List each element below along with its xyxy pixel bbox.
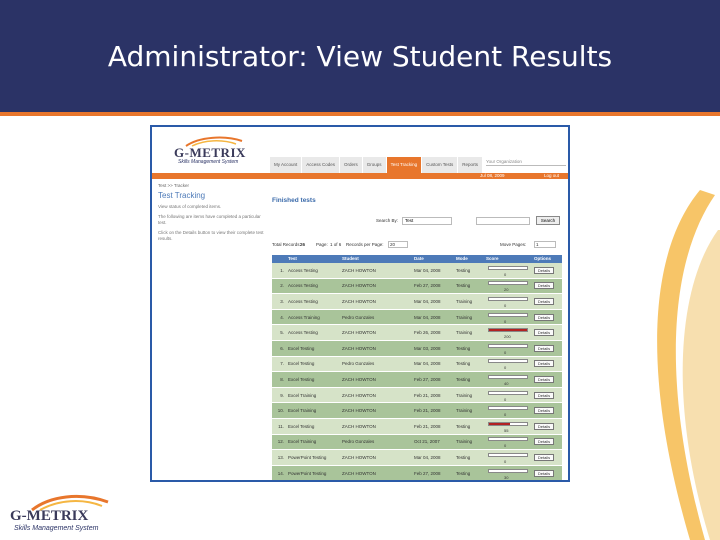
app-header [152, 127, 568, 173]
score-bar [488, 344, 528, 348]
tab-reports[interactable]: Reports [458, 157, 483, 173]
row-mode: Testing [456, 376, 471, 382]
row-number: 8. [280, 376, 284, 382]
search-by-label: Search By: [376, 218, 399, 223]
row-score [486, 263, 534, 278]
sidebar [158, 183, 268, 242]
table-row[interactable] [272, 419, 562, 435]
row-number: 6. [280, 345, 284, 351]
row-number: 12. [277, 439, 284, 445]
score-value: 20 [504, 287, 509, 293]
table-row[interactable] [272, 341, 562, 357]
row-date: Mar 03, 2008 [414, 345, 441, 351]
section-heading: Finished tests [272, 197, 316, 204]
row-student: ZACH HOWTON [342, 423, 376, 429]
table-row[interactable] [272, 294, 562, 310]
score-value: 0 [504, 396, 507, 402]
row-date: Feb 21, 2008 [414, 392, 441, 398]
footer-logo-tagline: Skills Management System [14, 525, 99, 532]
row-number: 11. [278, 423, 284, 429]
row-options [534, 407, 562, 414]
row-score [486, 450, 534, 465]
row-test: Excel Testing [288, 376, 315, 382]
row-test: PowerPoint Testing [288, 454, 327, 460]
row-test: Access Testing [288, 267, 318, 273]
row-options [534, 392, 562, 399]
score-bar [488, 391, 528, 395]
details-button[interactable]: Details [534, 345, 554, 352]
table-row[interactable] [272, 325, 562, 341]
row-date: Feb 27, 2008 [414, 283, 441, 289]
table-row[interactable] [272, 263, 562, 279]
row-mode: Training [456, 330, 473, 336]
header-score[interactable]: Score [486, 256, 499, 261]
tab-groups[interactable]: Groups [363, 157, 387, 173]
row-student: ZACH HOWTON [342, 454, 376, 460]
row-student: ZACH HOWTON [342, 267, 376, 273]
score-bar [488, 297, 528, 301]
row-test: Access Testing [288, 283, 318, 289]
org-search-input[interactable]: Your Organization [486, 157, 566, 166]
search-button[interactable]: Search [536, 216, 560, 225]
row-options [534, 376, 562, 383]
current-date: Jul 08, 2009 [480, 173, 505, 178]
row-student: ZACH HOWTON [342, 470, 376, 476]
row-test: Excel Training [288, 439, 317, 445]
row-test: Excel Training [288, 408, 317, 414]
row-test: Access Testing [288, 298, 318, 304]
row-date: Feb 27, 2008 [414, 470, 441, 476]
results-table [272, 255, 562, 481]
row-date: Mar 04, 2008 [414, 314, 441, 320]
row-date: Feb 26, 2008 [414, 330, 441, 336]
app-logo-tagline: Skills Management System [178, 159, 239, 165]
app-screenshot [150, 125, 570, 482]
table-row[interactable] [272, 450, 562, 466]
row-options [534, 314, 562, 321]
search-by-select[interactable]: Test [402, 217, 452, 225]
row-score [486, 341, 534, 356]
tab-my-account[interactable]: My Account [270, 157, 302, 173]
row-mode: Training [456, 314, 473, 320]
row-date: Feb 21, 2008 [414, 423, 441, 429]
row-date: Mar 04, 2008 [414, 267, 441, 273]
slide-title: Administrator: View Student Results [107, 40, 613, 73]
row-date: Mar 04, 2008 [414, 361, 441, 367]
row-student: ZACH HOWTON [342, 345, 376, 351]
row-score [486, 325, 534, 340]
row-test: PowerPoint Testing [288, 470, 327, 476]
details-button[interactable]: Details [534, 423, 554, 430]
row-options [534, 470, 562, 477]
row-score [486, 388, 534, 403]
header-options: Options [534, 256, 551, 261]
row-number: 14. [277, 470, 284, 476]
table-header [272, 255, 562, 263]
row-score [486, 372, 534, 387]
row-options [534, 282, 562, 289]
score-bar-fill [489, 329, 527, 331]
table-row[interactable] [272, 403, 562, 419]
row-student: Pedro Gonzales [342, 361, 375, 367]
page-value: 1 of 6 [330, 242, 342, 247]
row-mode: Training [456, 439, 473, 445]
header-test[interactable]: Test [288, 256, 297, 261]
row-score [486, 419, 534, 434]
details-button[interactable]: Details [534, 454, 554, 461]
row-student: ZACH HOWTON [342, 298, 376, 304]
row-mode: Testing [456, 423, 471, 429]
score-bar [488, 453, 528, 457]
row-options [534, 438, 562, 445]
row-mode: Testing [456, 267, 471, 273]
row-options [534, 423, 562, 430]
total-records-value: 26 [300, 242, 306, 247]
table-row[interactable] [272, 466, 562, 482]
score-value: 0 [504, 271, 507, 277]
row-number: 7. [280, 361, 284, 367]
row-test: Excel Testing [288, 361, 315, 367]
move-pages-select[interactable]: 1 [534, 241, 556, 248]
row-student: ZACH HOWTON [342, 376, 376, 382]
sidebar-title: Test Tracking [158, 191, 206, 200]
row-options [534, 360, 562, 367]
details-button[interactable]: Details [534, 392, 554, 399]
table-row[interactable] [272, 279, 562, 295]
row-test: Excel Testing [288, 423, 315, 429]
score-bar [488, 328, 528, 332]
details-button[interactable]: Details [534, 314, 554, 321]
records-row [272, 241, 562, 251]
score-value: 0 [504, 458, 507, 464]
score-bar [488, 313, 528, 317]
row-student: ZACH HOWTON [342, 283, 376, 289]
table-row[interactable] [272, 310, 562, 326]
row-number: 1. [280, 267, 284, 273]
score-value: 55 [504, 427, 509, 433]
records-per-page-label: Records per Page: [346, 242, 384, 247]
tab-custom-tests[interactable]: Custom Tests [422, 157, 458, 173]
total-records-label: Total Records: [272, 242, 301, 247]
score-value: 30 [504, 474, 509, 480]
score-bar [488, 359, 528, 363]
row-mode: Testing [456, 454, 471, 460]
header-spacer [272, 255, 286, 263]
nav-tabs [270, 157, 483, 173]
row-score [486, 403, 534, 418]
row-options [534, 267, 562, 274]
tab-orders[interactable]: Orders [340, 157, 363, 173]
sidebar-text-1: View status of completed items. [158, 204, 222, 209]
row-date: Feb 21, 2008 [414, 408, 441, 414]
row-score [486, 434, 534, 449]
header-student[interactable]: Student [342, 256, 359, 261]
row-date: Oct 21, 2007 [414, 439, 440, 445]
row-score [486, 310, 534, 325]
sidebar-text-3: Click on the Details button to view their complete test results. [158, 230, 264, 241]
row-test: Access Training [288, 314, 320, 320]
app-logo[interactable] [174, 135, 269, 167]
score-bar [488, 281, 528, 285]
sidebar-text-2: The following are items have completed a particular test. [158, 214, 261, 225]
row-score [486, 294, 534, 309]
row-test: Excel Testing [288, 345, 315, 351]
row-score [486, 466, 534, 481]
row-student: Pedro Gonzales [342, 314, 375, 320]
row-student: Pedro Gonzales [342, 439, 375, 445]
breadcrumb[interactable]: Test >> Tracker [158, 183, 190, 188]
table-row[interactable] [272, 388, 562, 404]
details-button[interactable]: Details [534, 470, 554, 477]
header-date[interactable]: Date [414, 256, 424, 261]
row-options [534, 345, 562, 352]
table-row[interactable] [272, 357, 562, 373]
row-date: Mar 04, 2008 [414, 454, 441, 460]
table-row[interactable] [272, 435, 562, 451]
score-value: 0 [504, 412, 507, 418]
table-body [272, 263, 562, 481]
row-date: Mar 04, 2008 [414, 298, 441, 304]
title-accent-line [0, 112, 720, 116]
header-mode[interactable]: Mode [456, 256, 468, 261]
row-student: ZACH HOWTON [342, 392, 376, 398]
score-bar [488, 406, 528, 410]
details-button[interactable]: Details [534, 376, 554, 383]
score-value: 0 [504, 365, 507, 371]
row-number: 13. [277, 454, 284, 460]
row-score [486, 278, 534, 293]
row-mode: Testing [456, 345, 471, 351]
row-test: Excel Training [288, 392, 317, 398]
row-number: 4. [280, 314, 284, 320]
row-number: 5. [280, 330, 284, 336]
score-value: 200 [504, 334, 511, 340]
details-button[interactable]: Details [534, 267, 554, 274]
table-row[interactable] [272, 372, 562, 388]
score-bar [488, 437, 528, 441]
row-date: Feb 27, 2008 [414, 376, 441, 382]
row-options [534, 454, 562, 461]
tab-test-tracking[interactable]: Test Tracking [387, 157, 423, 173]
row-mode: Training [456, 408, 473, 414]
row-mode: Training [456, 298, 473, 304]
score-value: 40 [504, 380, 509, 386]
row-mode: Testing [456, 470, 471, 476]
details-button[interactable]: Details [534, 438, 554, 445]
score-bar [488, 375, 528, 379]
score-bar [488, 469, 528, 473]
details-button[interactable]: Details [534, 360, 554, 367]
score-value: 0 [504, 302, 507, 308]
score-bar [488, 422, 528, 426]
main-content [272, 197, 562, 480]
status-bar [152, 173, 568, 179]
footer-logo [8, 492, 108, 536]
row-mode: Testing [456, 283, 471, 289]
details-button[interactable]: Details [534, 282, 554, 289]
row-number: 10. [277, 408, 284, 414]
footer-logo-text: G-METRIX [10, 508, 89, 524]
move-pages-label: Move Pages: [500, 242, 527, 247]
app-logo-text: G-METRIX [174, 145, 246, 160]
row-mode: Training [456, 392, 473, 398]
row-test: Access Testing [288, 330, 318, 336]
score-value: 0 [504, 318, 507, 324]
row-number: 9. [280, 392, 284, 398]
row-score [486, 356, 534, 371]
decorative-swoosh-icon [630, 190, 720, 540]
row-student: ZACH HOWTON [342, 330, 376, 336]
score-value: 0 [504, 443, 507, 449]
score-bar-fill [489, 423, 510, 425]
search-row [376, 217, 562, 227]
row-student: ZACH HOWTON [342, 408, 376, 414]
score-bar [488, 266, 528, 270]
row-number: 2. [280, 283, 284, 289]
page-label: Page: [316, 242, 328, 247]
row-number: 3. [280, 298, 284, 304]
logout-link[interactable]: Log out [544, 173, 560, 178]
details-button[interactable]: Details [534, 329, 554, 336]
row-options [534, 329, 562, 336]
details-button[interactable]: Details [534, 407, 554, 414]
search-input[interactable] [476, 217, 530, 225]
row-mode: Testing [456, 361, 471, 367]
details-button[interactable]: Details [534, 298, 554, 305]
score-value: 0 [504, 349, 507, 355]
tab-access-codes[interactable]: Access Codes [302, 157, 340, 173]
records-per-page-select[interactable]: 20 [388, 241, 408, 248]
row-options [534, 298, 562, 305]
